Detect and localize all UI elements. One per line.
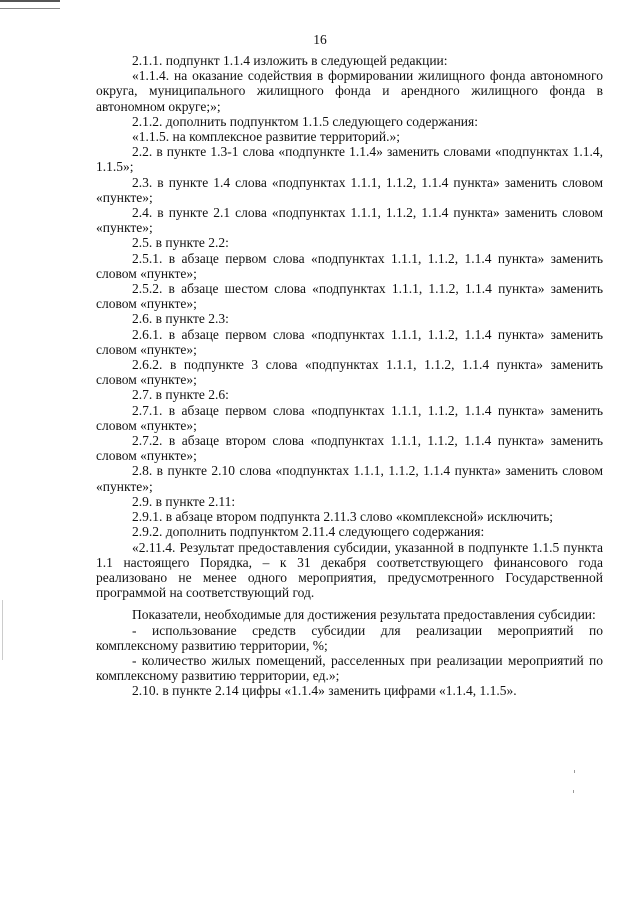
paragraph-indicators: Показатели, необходимые для достижения результата предоставления субсидии: — [132, 607, 596, 623]
paragraph-quote-1-1-5: «1.1.5. на комплексное развитие территорий.»; — [132, 129, 401, 145]
paragraph-2-1-1: 2.1.1. подпункт 1.1.4 изложить в следующей редакции: — [132, 53, 448, 68]
paragraph-2-9: 2.9. в пункте 2.11: — [132, 493, 236, 509]
paragraph-2-3: 2.3. в пункте 1.4 слова «подпунктах 1.1.1, 1.1.2, 1.1.4 пункта» заменить словом «пункте»; — [96, 174, 603, 205]
paragraph-2-7-1: 2.7.1. в абзаце первом слова «подпунктах 1.1.1, 1.1.2, 1.1.4 пункта» заменить словом «пункте»; — [96, 402, 603, 433]
document-body — [96, 53, 603, 699]
paragraph-2-6-1: 2.6.1. в абзаце первом слова «подпунктах 1.1.1, 1.1.2, 1.1.4 пункта» заменить словом «пункте»; — [96, 326, 603, 357]
paragraph-2-2: 2.2. в пункте 1.3-1 слова «подпункте 1.1.4» заменить словами «подпунктах 1.1.4, 1.1.5»; — [96, 144, 603, 175]
paragraph-2-9-1: 2.9.1. в абзаце втором подпункта 2.11.3 слово «комплексной» исключить; — [132, 509, 553, 525]
paragraph-2-5-2: 2.5.2. в абзаце шестом слова «подпунктах 1.1.1, 1.1.2, 1.1.4 пункта» заменить словом «пункте»; — [96, 281, 603, 312]
scan-edge-line — [2, 600, 3, 660]
paragraph-indicator-2: - количество жилых помещений, расселенных при реализации мероприятий по комплексному развитию территории, ед.»; — [96, 652, 603, 684]
scan-speck — [573, 790, 574, 793]
paragraph-2-6-2: 2.6.2. в подпункте 3 слова «подпунктах 1.1.1, 1.1.2, 1.1.4 пункта» заменить словом «пункте»; — [96, 357, 603, 388]
paragraph-quote-1-1-4: «1.1.4. на оказание содействия в формировании жилищного фонда автономного округа, муниципального жилищного фонда и арендного жилищного фонда в автономном округе;»; — [96, 68, 603, 114]
paragraph-2-7: 2.7. в пункте 2.6: — [132, 387, 229, 403]
paragraph-2-1-2: 2.1.2. дополнить подпунктом 1.1.5 следующего содержания: — [132, 113, 478, 129]
scan-speck — [574, 770, 575, 773]
page-number: 16 — [313, 32, 327, 47]
paragraph-2-5: 2.5. в пункте 2.2: — [132, 235, 229, 251]
paragraph-2-7-2: 2.7.2. в абзаце втором слова «подпунктах 1.1.1, 1.1.2, 1.1.4 пункта» заменить словом «пункте»; — [96, 433, 603, 464]
paragraph-2-9-2: 2.9.2. дополнить подпунктом 2.11.4 следующего содержания: — [132, 524, 485, 540]
scan-edge-mark — [0, 0, 60, 9]
paragraph-2-10: 2.10. в пункте 2.14 цифры «1.1.4» заменить цифрами «1.1.4, 1.1.5». — [132, 683, 517, 699]
paragraph-2-5-1: 2.5.1. в абзаце первом слова «подпунктах 1.1.1, 1.1.2, 1.1.4 пункта» заменить словом «пункте»; — [96, 250, 603, 281]
paragraph-indicator-1: - использование средств субсидии для реализации мероприятий по комплексному развитию территории, %; — [96, 622, 603, 653]
paragraph-2-8: 2.8. в пункте 2.10 слова «подпунктах 1.1.1, 1.1.2, 1.1.4 пункта» заменить словом «пункте»; — [96, 463, 603, 494]
paragraph-2-6: 2.6. в пункте 2.3: — [132, 311, 229, 327]
paragraph-2-4: 2.4. в пункте 2.1 слова «подпунктах 1.1.1, 1.1.2, 1.1.4 пункта» заменить словом «пункте»; — [96, 205, 603, 236]
paragraph-quote-2-11-4: «2.11.4. Результат предоставления субсидии, указанной в подпункте 1.1.5 пункта 1.1 настоящего Порядка, – к 31 декабря соответствующего финансового года реализовано не менее одного мероприятия, предусмотренного Государственной программой на соответствующий год. — [96, 539, 603, 601]
